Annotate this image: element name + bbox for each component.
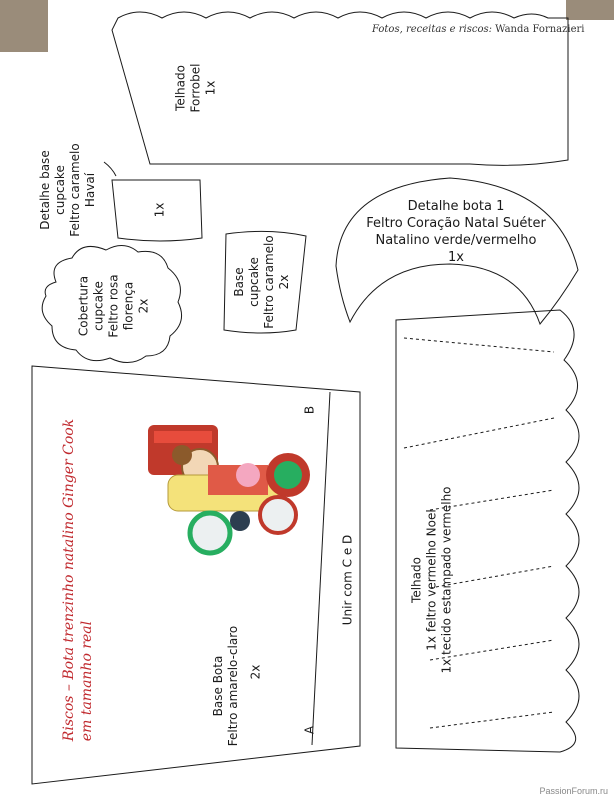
detalhe-base-cupcake-line3: Feltro caramelo	[68, 143, 82, 237]
boot-photo	[138, 415, 328, 565]
base-bota-line1: Base Bota	[211, 655, 225, 717]
watermark: PassionForum.ru	[539, 786, 608, 796]
detalhe-bota-qty: 1x	[448, 250, 464, 265]
telhado-forrobel-line2: Forrobel	[188, 63, 203, 113]
pattern-title-line2: em tamanho real	[79, 620, 95, 742]
credit-label: Fotos, receitas e riscos:	[372, 24, 492, 35]
base-cupcake-line1: Base	[232, 267, 246, 297]
telhado-vermelho-line2: 1x feltro vermelho Noel	[424, 509, 439, 651]
pattern-title	[60, 419, 96, 741]
base-cupcake-qty: 2x	[277, 274, 291, 290]
base-cupcake-line2: cupcake	[247, 257, 261, 307]
cobertura-cupcake-line2: cupcake	[91, 281, 106, 331]
telhado-forrobel-line1: Telhado	[173, 65, 188, 111]
cobertura-cupcake-line4: florença	[121, 281, 136, 331]
detalhe-base-cupcake-line4: Havaí	[83, 172, 97, 208]
detalhe-base-cupcake-line2: cupcake	[53, 165, 67, 215]
base-cupcake-label	[232, 235, 292, 328]
base-bota-qty: 2x	[248, 664, 263, 680]
telhado-forrobel-label	[174, 64, 219, 113]
detalhe-bota-line1: Detalhe bota 1	[407, 199, 505, 214]
pattern-title-line1: Riscos – Bota trenzinho natalino Ginger Cook	[61, 418, 77, 742]
cobertura-cupcake-line3: Feltro rosa	[106, 274, 121, 338]
telhado-forrobel-qty: 1x	[203, 80, 218, 96]
cobertura-cupcake-line1: Cobertura	[76, 275, 91, 337]
credit-name: Wanda Fornazieri	[495, 24, 585, 35]
base-cupcake-line3: Feltro caramelo	[262, 235, 276, 329]
base-bota-line2: Feltro amarelo-claro	[226, 625, 240, 747]
detalhe-bota-line2: Feltro Coração Natal Suéter	[366, 216, 546, 231]
telhado-vermelho-line3: 1x tecido estampado vermelho	[439, 486, 454, 674]
cobertura-cupcake-label	[77, 274, 152, 337]
arrow-pointer	[104, 162, 116, 176]
telhado-vermelho-label	[410, 486, 455, 673]
base-bota-mark-b: B	[302, 405, 317, 415]
telhado-vermelho-line1: Telhado	[409, 557, 424, 603]
fold-line-6	[430, 712, 554, 728]
base-bota-label	[211, 626, 241, 746]
detalhe-base-cupcake-qty: 1x	[152, 202, 167, 218]
detalhe-base-cupcake-line1: Detalhe base	[38, 150, 52, 230]
base-bota-mark-a: A	[302, 725, 317, 735]
detalhe-bota-line3: Natalino verde/vermelho	[375, 233, 537, 248]
base-bota-join-note: Unir com C e D	[340, 534, 355, 626]
detalhe-bota-label	[366, 198, 546, 266]
fold-line-1	[404, 338, 554, 352]
fold-line-2	[404, 418, 554, 448]
detalhe-base-cupcake-label	[38, 143, 98, 236]
cobertura-cupcake-qty: 2x	[136, 298, 151, 314]
